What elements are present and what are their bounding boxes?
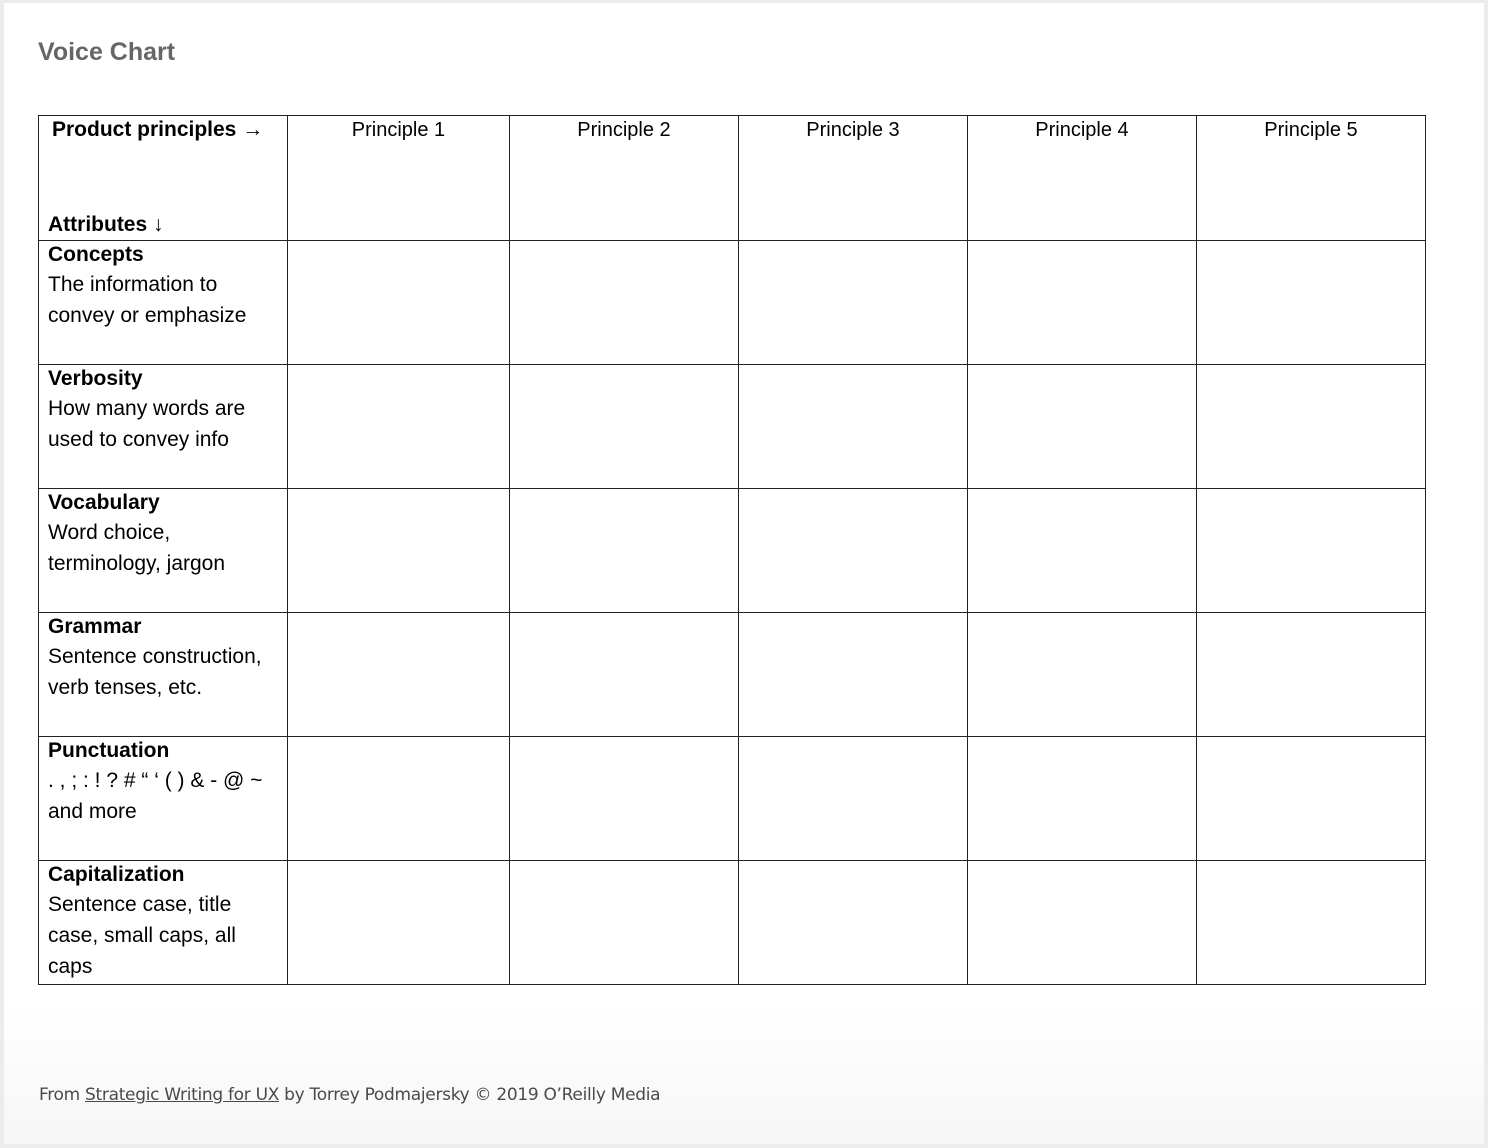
table-cell[interactable] (1197, 365, 1426, 489)
table-cell[interactable] (739, 613, 968, 737)
attribute-name: Verbosity (48, 367, 143, 390)
table-cell[interactable] (510, 489, 739, 613)
attribute-row-punctuation (39, 737, 1426, 861)
attribute-cell (39, 365, 288, 489)
attribute-description: Word choice, terminology, jargon (48, 521, 226, 575)
principle-header-4 (968, 116, 1197, 241)
attribute-cell (39, 613, 288, 737)
corner-header-cell (39, 116, 288, 241)
voice-chart-table (38, 115, 1426, 985)
principle-label: Principle 1 (351, 119, 446, 141)
attribute-cell (39, 737, 288, 861)
attributes-label: Attributes ↓ (48, 213, 164, 236)
principle-label: Principle 5 (1264, 119, 1358, 141)
principle-header-1 (288, 116, 510, 241)
attribute-row-concepts (39, 241, 1426, 365)
attribute-row-vocabulary (39, 489, 1426, 613)
table-cell[interactable] (288, 613, 510, 737)
table-cell[interactable] (739, 365, 968, 489)
table-cell[interactable] (510, 861, 739, 985)
attribute-name: Grammar (48, 615, 142, 638)
attribute-description: The information to convey or emphasize (48, 273, 247, 327)
table-cell[interactable] (968, 861, 1197, 985)
principle-label: Principle 2 (577, 119, 671, 141)
table-cell[interactable] (968, 613, 1197, 737)
table-cell[interactable] (968, 489, 1197, 613)
table-cell[interactable] (510, 365, 739, 489)
table-cell[interactable] (288, 861, 510, 985)
header-row (39, 116, 1426, 241)
table-cell[interactable] (968, 365, 1197, 489)
principle-label: Principle 3 (806, 119, 900, 141)
table-cell[interactable] (1197, 737, 1426, 861)
attribution-footer (39, 1085, 660, 1105)
principle-label: Principle 4 (1035, 119, 1129, 141)
table-cell[interactable] (968, 241, 1197, 365)
attribute-row-verbosity (39, 365, 1426, 489)
table-cell[interactable] (288, 365, 510, 489)
table-cell[interactable] (739, 737, 968, 861)
table-cell[interactable] (510, 737, 739, 861)
attribute-cell (39, 489, 288, 613)
footer-prefix: From (39, 1085, 86, 1105)
attribute-description: Sentence construction, verb tenses, etc. (48, 645, 262, 699)
product-principles-label: Product principles → (52, 118, 264, 141)
attribute-description: Sentence case, title case, small caps, all caps (48, 893, 236, 978)
table-cell[interactable] (1197, 861, 1426, 985)
principle-header-5 (1197, 116, 1426, 241)
attribute-description: . , ; : ! ? # “ ‘ ( ) & - @ ~ and more (48, 769, 263, 823)
attribute-row-grammar (39, 613, 1426, 737)
footer-suffix: by Torrey Podmajersky © 2019 O’Reilly Media (279, 1085, 661, 1105)
attribute-name: Concepts (48, 243, 144, 266)
table-cell[interactable] (1197, 613, 1426, 737)
book-title-link[interactable]: Strategic Writing for UX (85, 1085, 280, 1105)
attribute-cell (39, 861, 288, 985)
table-cell[interactable] (288, 489, 510, 613)
attribute-cell (39, 241, 288, 365)
attribute-row-capitalization (39, 861, 1426, 985)
attribute-name: Capitalization (48, 863, 185, 886)
table-cell[interactable] (739, 241, 968, 365)
table-cell[interactable] (1197, 489, 1426, 613)
attribute-description: How many words are used to convey info (48, 397, 246, 451)
table-cell[interactable] (510, 613, 739, 737)
document-page (4, 3, 1484, 1144)
page-title: Voice Chart (38, 38, 176, 66)
attribute-name: Punctuation (48, 739, 170, 762)
table-cell[interactable] (288, 241, 510, 365)
table-cell[interactable] (968, 737, 1197, 861)
table-cell[interactable] (1197, 241, 1426, 365)
table-cell[interactable] (510, 241, 739, 365)
principle-header-2 (510, 116, 739, 241)
table-cell[interactable] (739, 861, 968, 985)
table-cell[interactable] (288, 737, 510, 861)
principle-header-3 (739, 116, 968, 241)
table-cell[interactable] (739, 489, 968, 613)
attribute-name: Vocabulary (48, 491, 160, 514)
